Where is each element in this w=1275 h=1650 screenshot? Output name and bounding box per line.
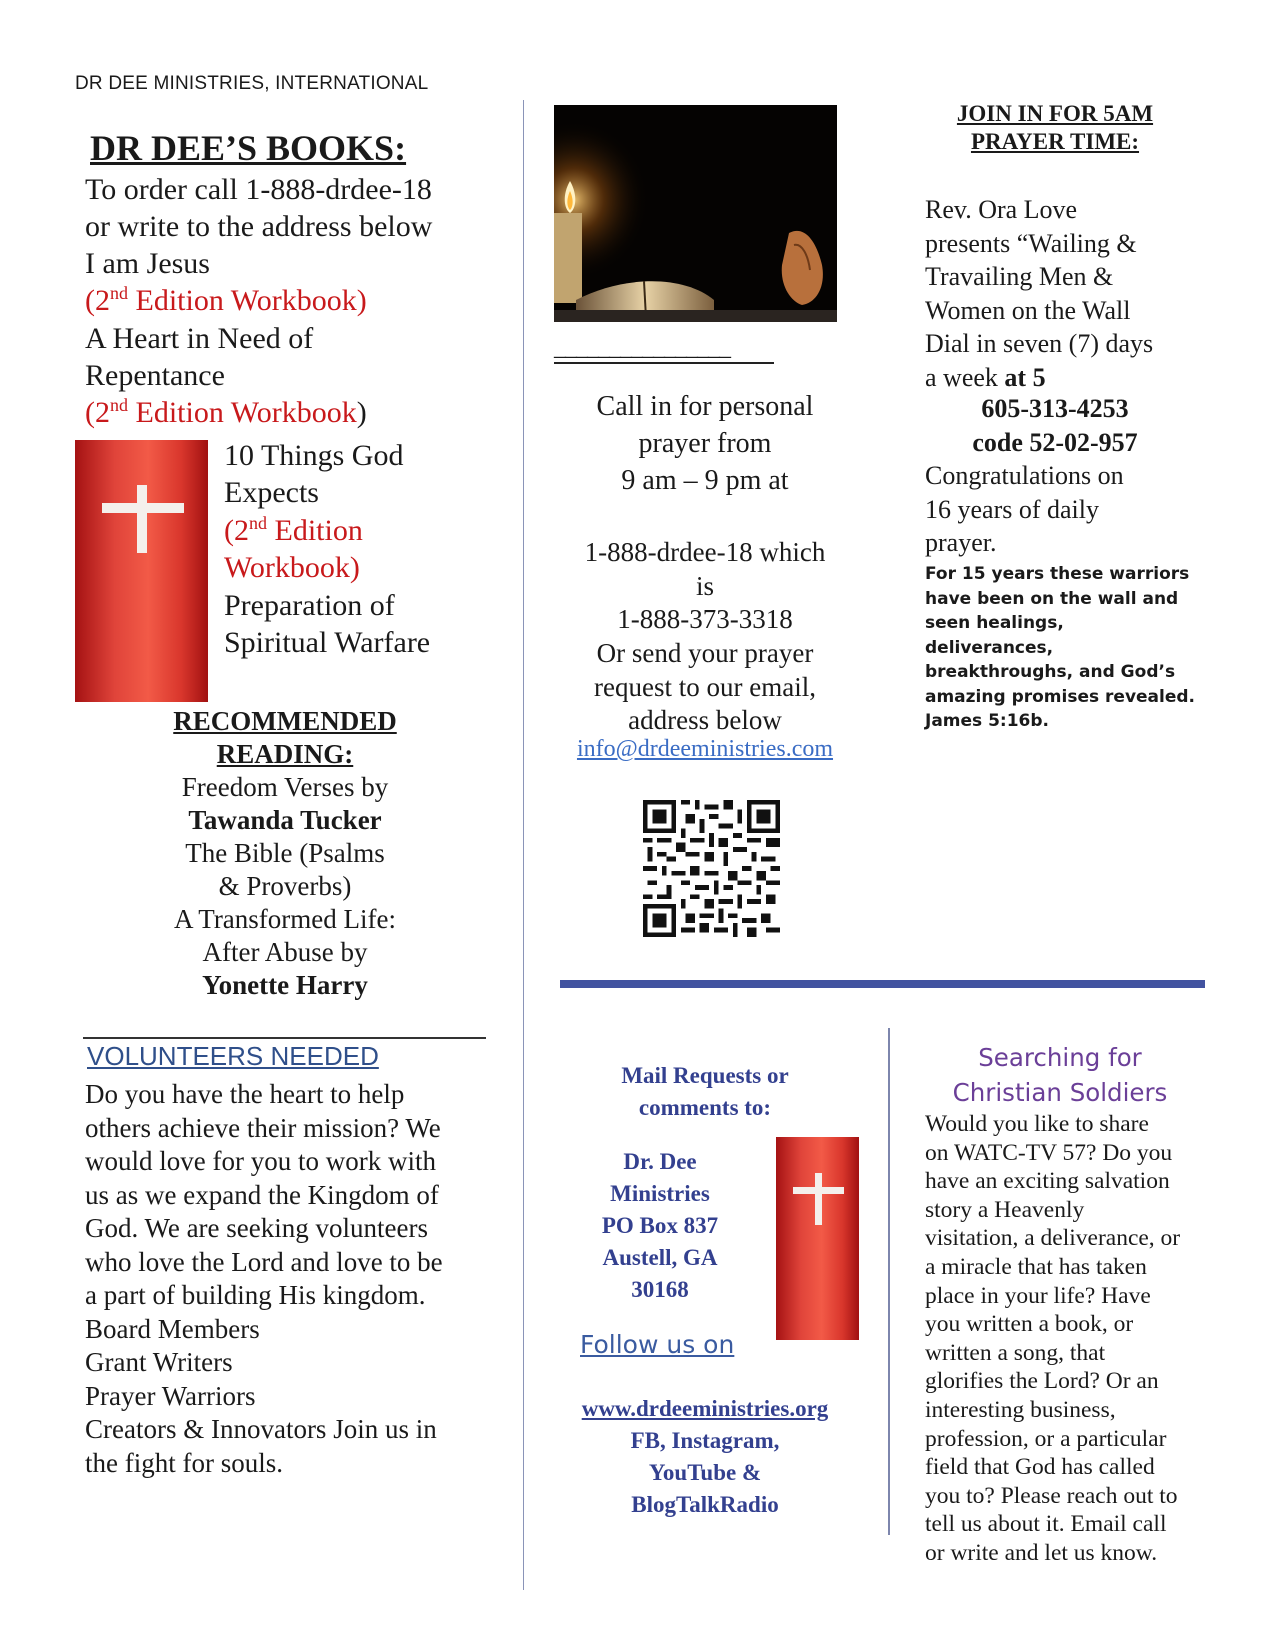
congrats-line: 16 years of daily [925,494,1100,524]
volunteers-line: who love the Lord and love to be [85,1246,443,1277]
recommended-title-2: READING: [216,739,354,769]
congrats-line: prayer. [925,528,997,557]
edition-note-3: (2nd Edition [224,513,363,547]
search-line: visitation, a deliverance, or [925,1225,1181,1252]
volunteers-line: Prayer Warriors [85,1380,256,1411]
address-line: Dr. Dee [623,1149,697,1174]
rec-author: Tawanda Tucker [188,805,382,835]
address-line: Ministries [610,1181,710,1206]
horizontal-divider [560,980,1205,988]
mailing-address [580,1146,740,1306]
search-line: a miracle that has taken [925,1253,1147,1280]
call-line-1: Call in for personal [596,391,814,422]
column-divider [523,100,524,1590]
volunteers-title: VOLUNTEERS NEEDED [87,1041,379,1071]
qr-code[interactable] [643,800,780,937]
search-line: you to? Please reach out to [925,1482,1178,1509]
edition-note-1: (2nd Edition Workbook) [85,283,367,317]
number-line-3: 1-888-373-3318 [617,604,793,634]
website-link[interactable]: www.drdeeministries.org [581,1396,829,1421]
email-link[interactable]: info@drdeeministries.com [576,736,834,762]
edition-note-2: (2nd Edition Workbook) [85,395,367,429]
call-line-3: 9 am – 9 pm at [621,465,789,496]
dial-in-code: code 52-02-957 [972,427,1138,457]
volunteers-line: Creators & Innovators Join us in [85,1414,437,1444]
search-title-line-1: Searching for [978,1043,1142,1072]
number-line-1: 1-888-drdee-18 which [584,537,826,567]
prayer-line: Travailing Men & [925,262,1114,291]
search-line: story a Heavenly [925,1196,1085,1223]
search-line: have an exciting salvation [925,1168,1170,1195]
rec-line: After Abuse by [202,937,368,967]
search-line: interesting business, [925,1396,1116,1423]
rec-author: Yonette Harry [202,970,368,1000]
warriors-note [925,562,1195,734]
book-heart-line-1: A Heart in Need of [85,322,314,355]
dashed-separator: ________________ [554,335,730,361]
recommended-reading [140,705,430,1002]
address-line: PO Box 837 [601,1213,719,1238]
search-line: tell us about it. Email call [925,1511,1167,1538]
social-links [560,1393,850,1521]
volunteers-line: God. We are seeking volunteers [85,1213,428,1243]
volunteers-line: would love for you to work with [85,1146,436,1176]
warriors-line: seen healings, deliverances, [925,613,1064,658]
search-line: place in your life? Have [925,1282,1151,1309]
congrats-line: Congratulations on [925,461,1124,490]
social-line: BlogTalkRadio [631,1492,779,1517]
prayer-line: Dial in seven (7) days [925,329,1154,358]
follow-us-label: Follow us on [580,1330,735,1359]
rec-line: Freedom Verses by [181,772,389,802]
call-line-2: prayer from [638,428,772,459]
volunteers-line: us as we expand the Kingdom of [85,1179,439,1210]
prayer-time-title [905,100,1205,156]
request-line-2: request to our email, [594,672,816,702]
warriors-line: breakthroughs, and God’s [925,662,1176,682]
column-divider-lower [888,1028,890,1535]
rec-line: & Proverbs) [218,871,352,901]
warriors-line: James 5:16b. [925,711,1049,731]
search-line: on WATC-TV 57? Do you [925,1139,1173,1166]
book-heart-line-2: Repentance [85,359,225,392]
prayer-title-line-2: PRAYER TIME: [970,129,1140,154]
mail-title-line-1: Mail Requests or [621,1063,789,1088]
section-divider [83,1037,486,1039]
prayer-description [925,193,1215,394]
christian-soldiers-body [925,1110,1215,1568]
number-line-2: is [695,571,714,601]
mail-title-line-2: comments to: [638,1095,772,1120]
social-line: FB, Instagram, [630,1428,780,1453]
prayer-title-line-1: JOIN IN FOR 5AM [956,101,1154,126]
search-line: you written a book, or [925,1311,1134,1338]
christian-soldiers-title [915,1040,1205,1110]
mail-requests-title [590,1060,820,1124]
search-line: or write and let us know. [925,1539,1158,1566]
prayer-line: a week at 5 [925,362,1046,392]
volunteers-line: a part of building His kingdom. [85,1280,426,1310]
social-line: YouTube & [648,1460,762,1485]
volunteers-line: Do you have the heart to help [85,1079,405,1109]
dial-in-info [920,392,1190,459]
book-preparation-line-1: Preparation of [224,589,395,622]
order-line-2: or write to the address below [85,210,433,243]
volunteers-body [85,1078,495,1480]
volunteers-line: others achieve their mission? We [85,1112,441,1143]
warriors-line: amazing promises revealed. [925,686,1196,707]
edition-note-3-workbook: Workbook) [224,551,360,584]
warriors-line: For 15 years these warriors [925,564,1190,584]
search-line: glorifies the Lord? Or an [925,1368,1159,1395]
books-title: DR DEE’S BOOKS: [90,128,407,168]
volunteers-line: Grant Writers [85,1347,233,1377]
masthead: DR DEE MINISTRIES, INTERNATIONAL [75,73,429,94]
warriors-line: have been on the wall and [925,588,1179,609]
address-line: Austell, GA [602,1245,718,1270]
book-ten-things-line-2: Expects [224,476,319,509]
prayer-line: presents “Wailing & [925,228,1137,258]
book-preparation-line-2: Spiritual Warfare [224,626,431,659]
candle-bible-photo [554,105,837,322]
search-line: profession, or a particular [925,1425,1167,1452]
search-line: written a song, that [925,1339,1106,1366]
book-i-am-jesus: I am Jesus [85,247,210,280]
search-line: Would you like to share [925,1111,1149,1137]
recommended-title-1: RECOMMENDED [173,706,397,736]
address-line: 30168 [631,1277,689,1302]
congratulations-text [925,459,1215,560]
request-line-1: Or send your prayer [596,638,814,668]
volunteers-line: the fight for souls. [85,1447,283,1478]
rec-line: The Bible (Psalms [185,838,385,868]
search-title-line-2: Christian Soldiers [952,1078,1168,1107]
request-line-3: address below [628,705,782,735]
volunteers-line: Board Members [85,1313,260,1344]
rec-line: A Transformed Life: [174,904,396,934]
cross-bookmark-image [75,440,208,702]
cross-bookmark-image-small [776,1137,859,1340]
prayer-line: Women on the Wall [925,295,1131,325]
dial-in-phone: 605-313-4253 [981,394,1129,423]
prayer-line: Rev. Ora Love [925,195,1078,224]
search-line: field that God has called [925,1454,1155,1481]
separator-rule [554,362,774,364]
book-ten-things-line-1: 10 Things God [224,439,404,472]
order-line-1: To order call 1-888-drdee-18 [85,173,432,206]
